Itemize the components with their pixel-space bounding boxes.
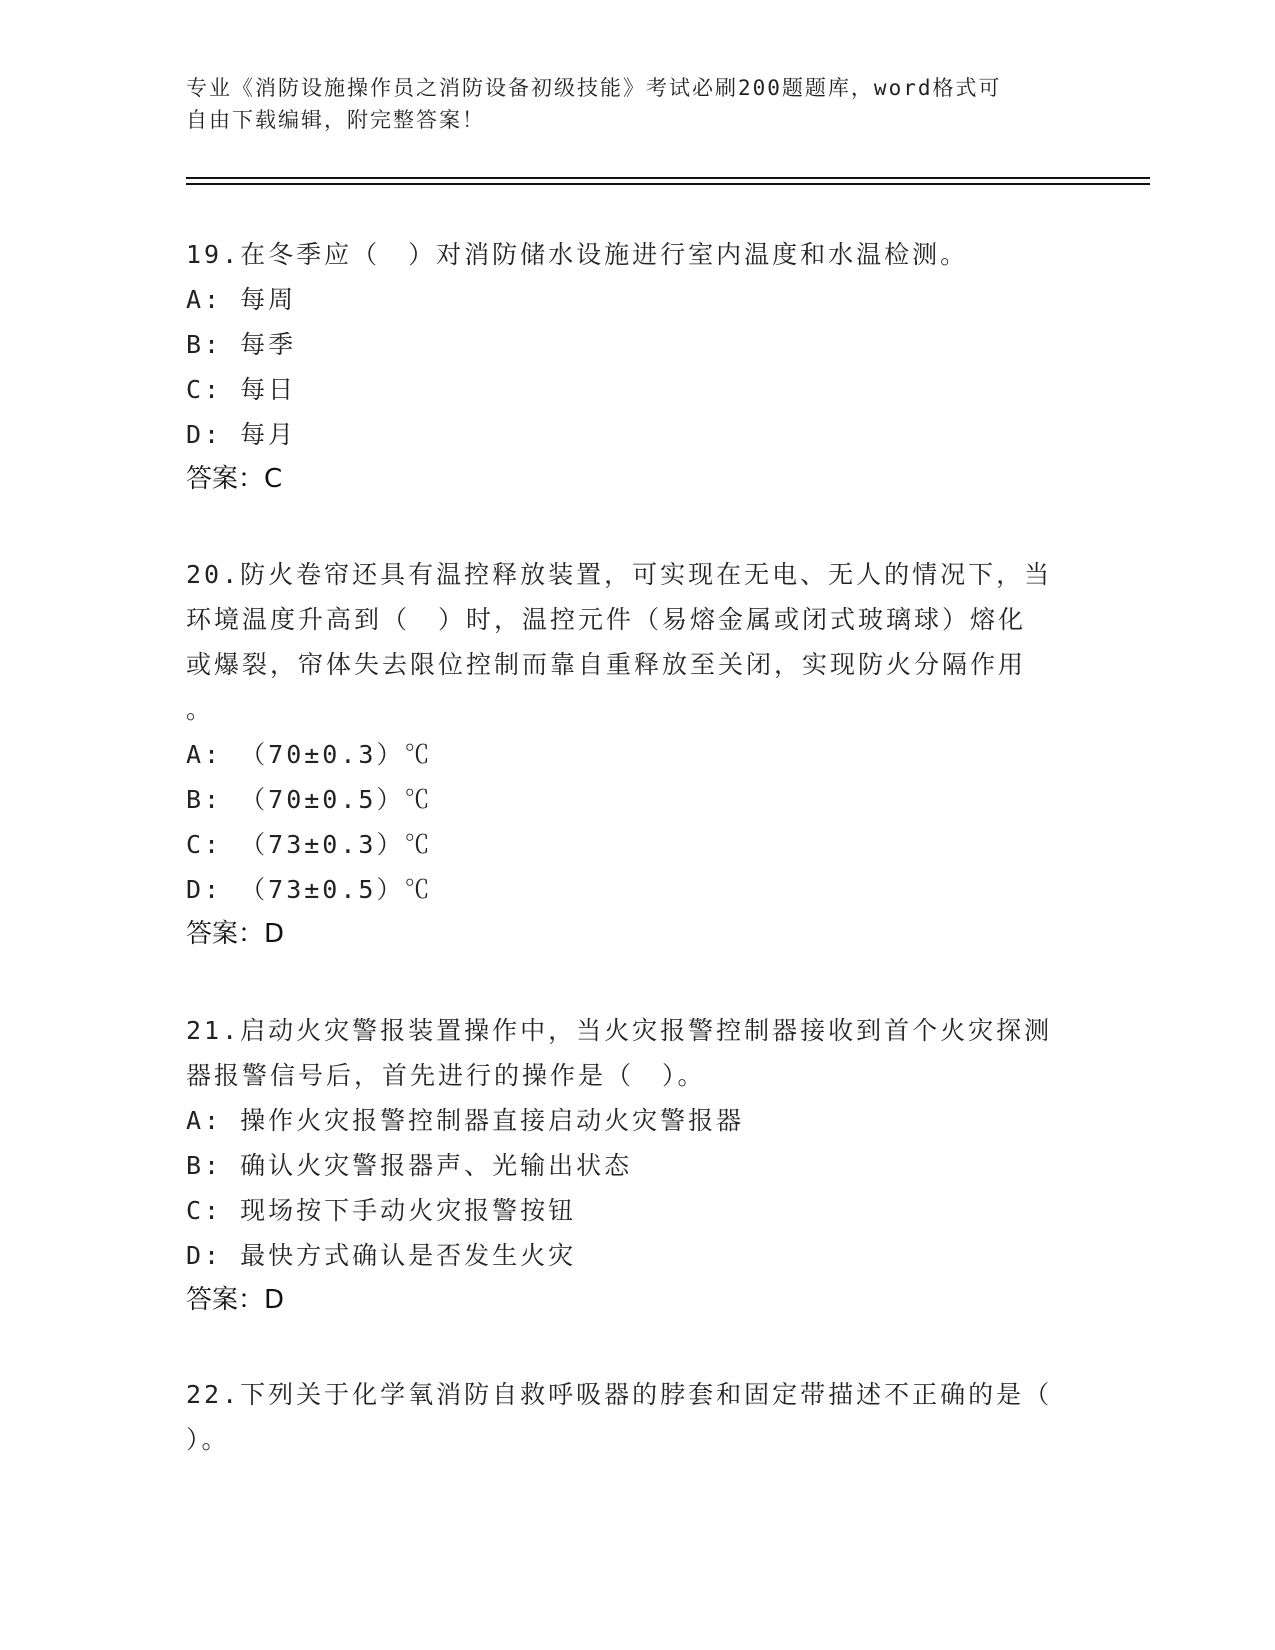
option-d: D: 每月	[186, 420, 297, 449]
answer-text: 答案：D	[186, 919, 285, 949]
question-20	[186, 552, 1066, 957]
option-b: B: 确认火灾警报器声、光输出状态	[186, 1151, 633, 1180]
header-line: 自由下载编辑，附完整答案！	[186, 108, 485, 132]
option-a: A: 操作火灾报警控制器直接启动火灾警报器	[186, 1106, 745, 1135]
question-stem: 或爆裂，帘体失去限位控制而靠自重释放至关闭，实现防火分隔作用	[186, 650, 1027, 679]
option-c: C: （73±0.3）℃	[186, 830, 433, 859]
question-21	[186, 1008, 1066, 1323]
question-stem: 22.下列关于化学氧消防自救呼吸器的脖套和固定带描述不正确的是（	[186, 1380, 1053, 1409]
question-stem: ）。	[186, 1425, 230, 1454]
option-c: C: 现场按下手动火灾报警按钮	[186, 1196, 577, 1225]
option-b: B: 每季	[186, 330, 297, 359]
document-header	[186, 72, 1086, 136]
answer-text: 答案：D	[186, 1285, 285, 1315]
header-line: 专业《消防设施操作员之消防设备初级技能》考试必刷200题题库，word格式可	[186, 76, 1002, 100]
option-a: A: （70±0.3）℃	[186, 740, 433, 769]
header-divider-top	[186, 177, 1150, 179]
option-d: D: 最快方式确认是否发生火灾	[186, 1241, 577, 1270]
answer-text: 答案：C	[186, 464, 283, 494]
question-stem: 19.在冬季应（ ）对消防储水设施进行室内温度和水温检测。	[186, 240, 969, 269]
question-stem: 。	[186, 695, 215, 724]
question-stem: 环境温度升高到（ ）时，温控元件（易熔金属或闭式玻璃球）熔化	[186, 605, 1027, 634]
question-22	[186, 1372, 1066, 1462]
question-19	[186, 232, 1066, 502]
option-d: D: （73±0.5）℃	[186, 875, 433, 904]
question-stem: 20.防火卷帘还具有温控释放装置，可实现在无电、无人的情况下，当	[186, 560, 1053, 589]
question-stem: 器报警信号后，首先进行的操作是（ ）。	[186, 1061, 706, 1090]
option-c: C: 每日	[186, 375, 297, 404]
option-a: A: 每周	[186, 285, 297, 314]
question-stem: 21.启动火灾警报装置操作中，当火灾报警控制器接收到首个火灾探测	[186, 1016, 1053, 1045]
option-b: B: （70±0.5）℃	[186, 785, 433, 814]
header-divider-bottom	[186, 183, 1150, 185]
